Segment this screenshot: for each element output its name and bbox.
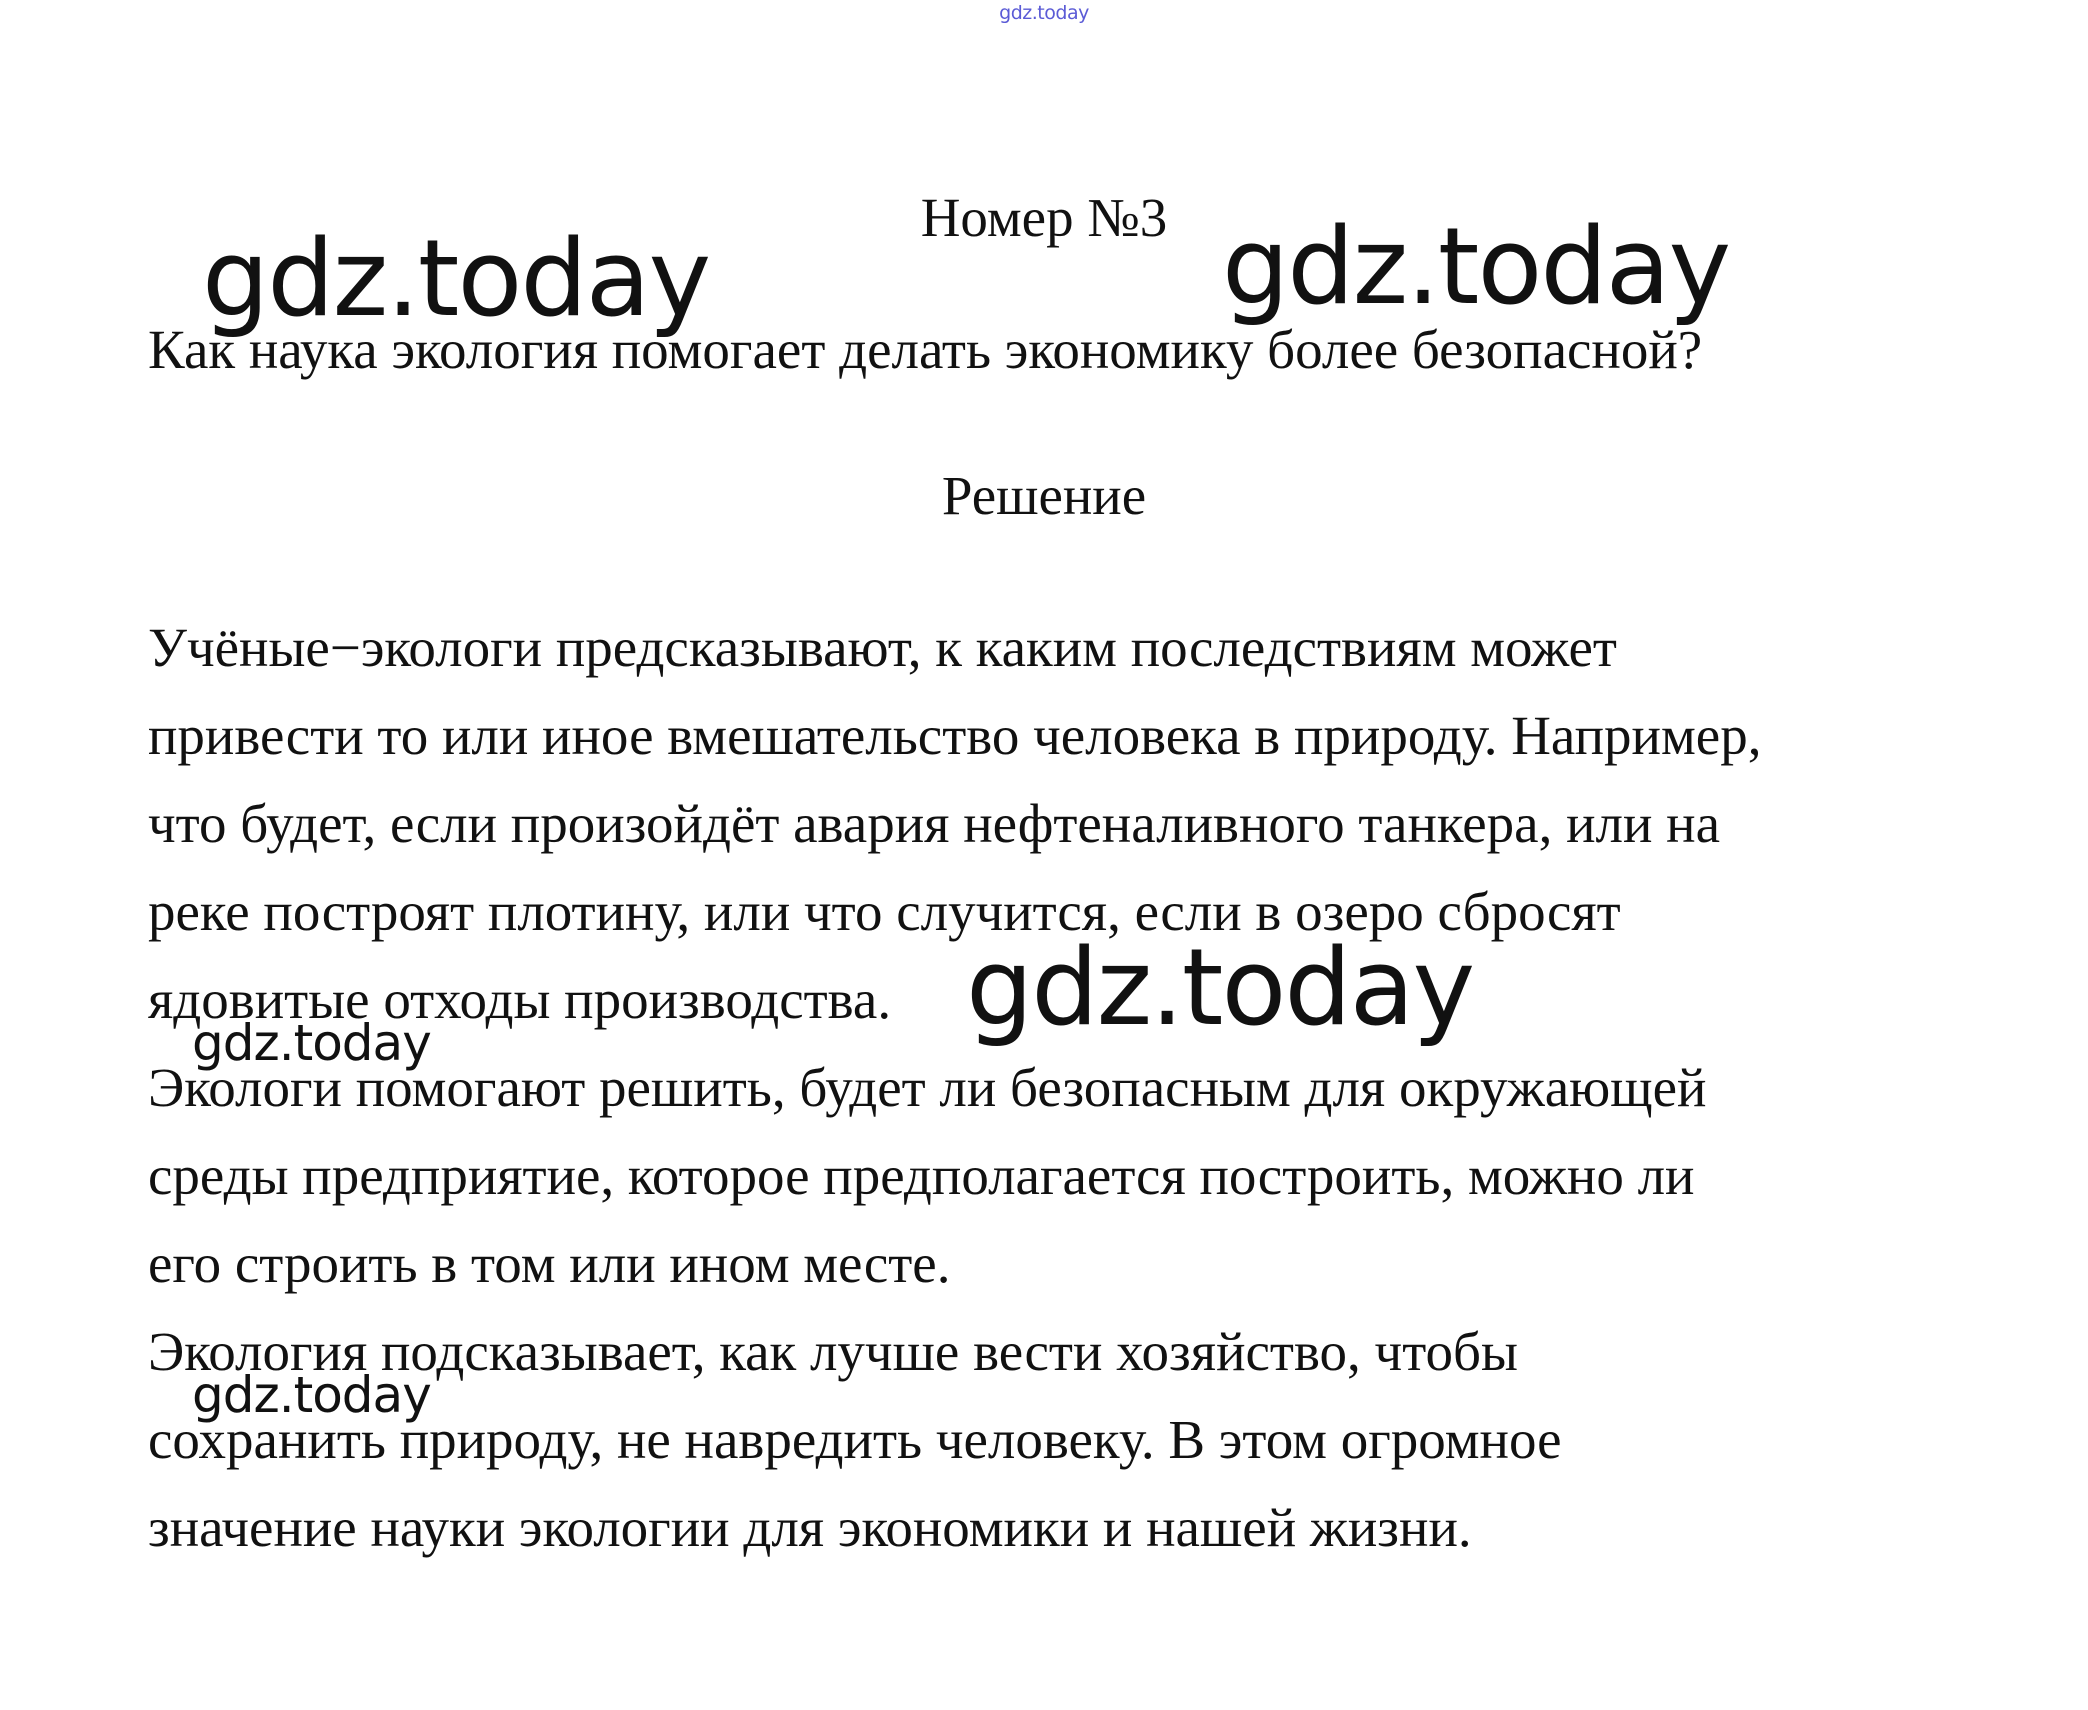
top-watermark: gdz.today — [999, 2, 1089, 24]
watermark-large: gdz.today — [966, 926, 1474, 1049]
answer-paragraph-3 — [148, 1318, 2028, 1582]
answer-line: его строить в том или ином месте. — [148, 1233, 951, 1294]
answer-line: что будет, если произойдёт авария нефтеналивного танкера, или на — [148, 793, 1720, 854]
answer-line: Экология подсказывает, как лучше вести хозяйство, чтобы — [148, 1321, 1518, 1382]
solution-heading: Решение — [941, 465, 1147, 526]
answer-line: Учёные−экологи предсказывают, к каким последствиям может — [148, 617, 1617, 678]
watermark-large: gdz.today — [1222, 205, 1730, 328]
answer-line: среды предприятие, которое предполагается построить, можно ли — [148, 1145, 1695, 1206]
question-text: Как наука экология помогает делать экономику более безопасной? — [148, 319, 1703, 380]
answer-line: Экологи помогают решить, будет ли безопасным для окружающей — [148, 1057, 1707, 1118]
watermark-large: gdz.today — [202, 217, 710, 340]
answer-line: ядовитые отходы производства. — [148, 969, 892, 1030]
watermark-small: gdz.today — [192, 1014, 431, 1072]
answer-body — [148, 614, 2028, 1582]
answer-paragraph-2 — [148, 1054, 2028, 1318]
answer-line: реке построят плотину, или что случится, если в озеро сбросят — [148, 881, 1621, 942]
answer-line: сохранить природу, не навредить человеку. В этом огромное — [148, 1409, 1562, 1470]
task-number-heading: Номер №3 — [920, 187, 1168, 248]
watermark-small: gdz.today — [192, 1366, 431, 1424]
answer-line: привести то или иное вмешательство человека в природу. Например, — [148, 705, 1762, 766]
answer-line: значение науки экологии для экономики и нашей жизни. — [148, 1497, 1472, 1558]
